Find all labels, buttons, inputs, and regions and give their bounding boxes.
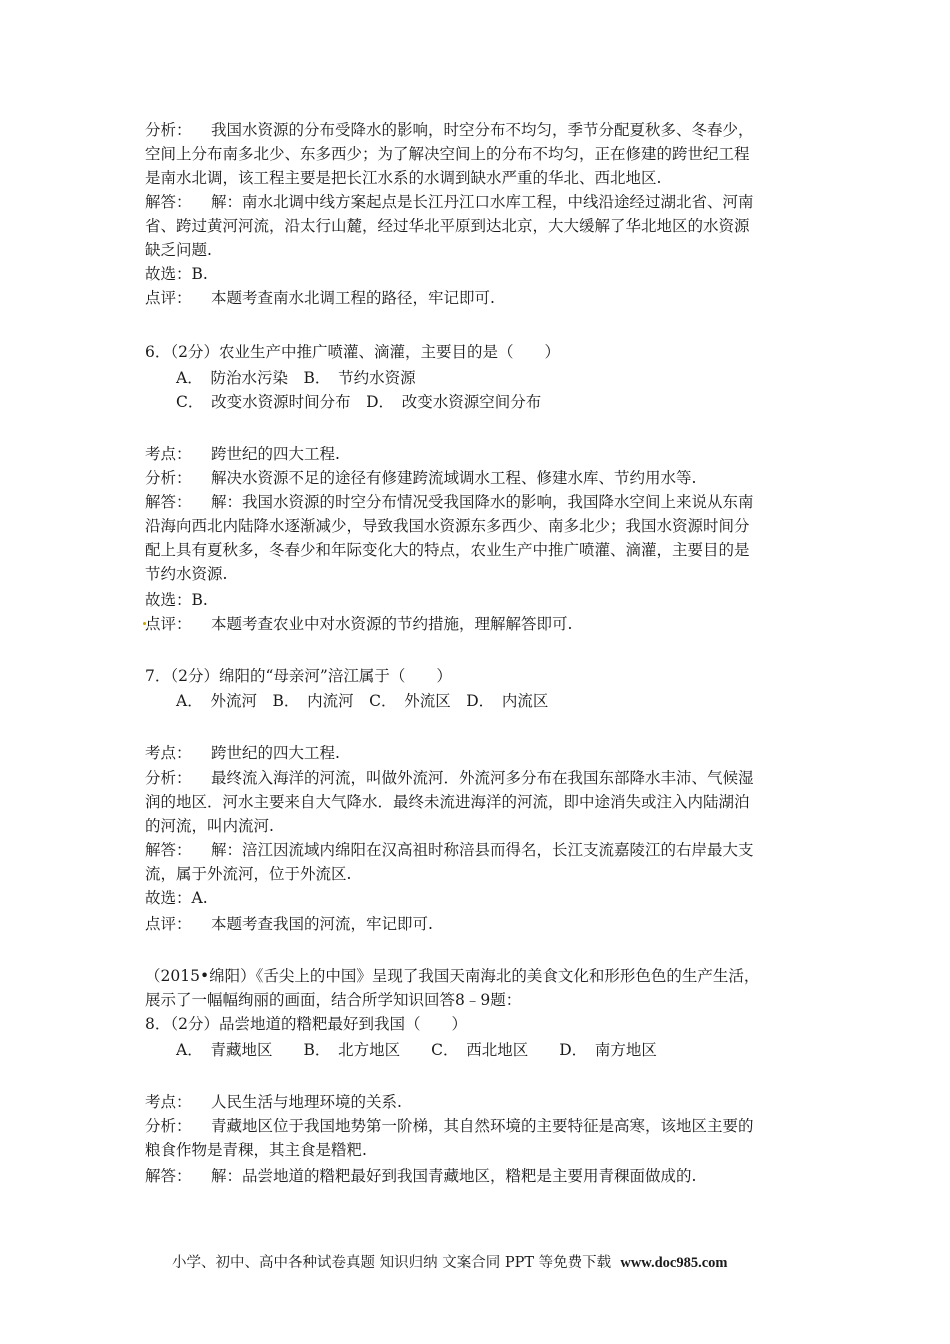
line-text: 节约水资源. <box>145 565 228 583</box>
line-text: 最终流入海洋的河流，叫做外流河．外流河多分布在我国东部降水丰沛、气候湿 <box>211 769 754 787</box>
line-text: 解：我国水资源的时空分布情况受我国降水的影响，我国降水空间上来说从东南 <box>211 493 754 511</box>
question-7 <box>145 664 452 688</box>
choice-line <box>145 262 208 286</box>
line-text: 故选：A. <box>145 889 208 907</box>
line-text: 省、跨过黄河河流，沿太行山麓，经过华北平原到达北京，大大缓解了华北地区的水资源 <box>145 217 750 235</box>
line-label: 点评： <box>145 915 192 933</box>
line-text: 粮食作物是青稞，其主食是糌粑. <box>145 1141 367 1159</box>
answer-line <box>145 1164 696 1188</box>
line-text: （2015•绵阳）《舌尖上的中国》呈现了我国天南海北的美食文化和形形色色的生产生活， <box>145 967 760 985</box>
analysis-line <box>145 166 661 190</box>
line-label: 考点： <box>145 445 192 463</box>
question-text: 6．（2分）农业生产中推广喷灌、滴灌，主要目的是（ ） <box>145 343 560 361</box>
analysis-line <box>145 1138 367 1162</box>
answer-line <box>145 538 750 562</box>
analysis-line <box>145 790 750 814</box>
answer-line <box>145 862 351 886</box>
answer-line <box>145 490 754 514</box>
line-label: 分析： <box>145 769 192 787</box>
analysis-line <box>145 766 754 790</box>
page-footer <box>172 1252 727 1274</box>
line-text: 本题考查南水北调工程的路径，牢记即可. <box>211 289 495 307</box>
line-label: 解答： <box>145 1167 192 1185</box>
line-text: 沿海向西北内陆降水逐渐减少，导致我国水资源东多西少、南多北少；我国水资源时间分 <box>145 517 750 535</box>
analysis-line <box>145 118 754 142</box>
line-text: 解决水资源不足的途径有修建跨流域调水工程、修建水库、节约用水等. <box>211 469 697 487</box>
line-label: 点评： <box>145 615 192 633</box>
line-label: 考点： <box>145 744 192 762</box>
line-text: 跨世纪的四大工程. <box>211 445 340 463</box>
answer-line <box>145 514 750 538</box>
question-6-options <box>176 390 541 414</box>
analysis-line <box>145 466 696 490</box>
answer-line <box>145 238 212 262</box>
line-text: 缺乏问题. <box>145 241 212 259</box>
answer-line <box>145 562 227 586</box>
point-line <box>145 1090 402 1114</box>
line-text: 流，属于外流河，位于外流区. <box>145 865 352 883</box>
line-text: 人民生活与地理环境的关系. <box>211 1093 402 1111</box>
line-label: 解答： <box>145 193 192 211</box>
choice-line <box>145 588 208 612</box>
line-text: 本题考查我国的河流，牢记即可. <box>211 915 433 933</box>
line-label: 解答： <box>145 841 192 859</box>
analysis-line <box>145 814 274 838</box>
line-text: 解：南水北调中线方案起点是长江丹江口水库工程，中线沿途经过湖北省、河南 <box>211 193 754 211</box>
line-label: 分析： <box>145 469 192 487</box>
line-text: 青藏地区位于我国地势第一阶梯，其自然环境的主要特征是高寒，该地区主要的 <box>211 1117 754 1135</box>
line-text: 的河流，叫内流河. <box>145 817 274 835</box>
line-text: 故选：B. <box>145 265 208 283</box>
line-label: 分析： <box>145 1117 192 1135</box>
line-text: 空间上分布南多北少、东多西少；为了解决空间上的分布不均匀，正在修建的跨世纪工程 <box>145 145 750 163</box>
line-text: 解：品尝地道的糌粑最好到我国青藏地区，糌粑是主要用青稞面做成的. <box>211 1167 697 1185</box>
line-text: 我国水资源的分布受降水的影响，时空分布不均匀，季节分配夏秋多、冬春少， <box>211 121 754 139</box>
line-label: 分析： <box>145 121 192 139</box>
question-7-options <box>176 689 548 713</box>
choice-line <box>145 886 208 910</box>
passage-line <box>145 964 759 988</box>
answer-line <box>145 214 750 238</box>
line-label: 考点： <box>145 1093 192 1111</box>
point-line <box>145 741 340 765</box>
question-6 <box>145 340 560 364</box>
options-text: A． 防治水污染 B． 节约水资源 <box>176 369 416 387</box>
answer-line <box>145 190 754 214</box>
line-text: 配上具有夏秋多，冬春少和年际变化大的特点，农业生产中推广喷灌、滴灌，主要目的是 <box>145 541 750 559</box>
comment-line <box>145 286 495 310</box>
question-8-options <box>176 1038 657 1062</box>
question-6-options <box>176 366 416 390</box>
question-text: 8．（2分）品尝地道的糌粑最好到我国（ ） <box>145 1015 467 1033</box>
options-text: A． 外流河 B． 内流河 C． 外流区 D． 内流区 <box>176 692 549 710</box>
line-label: 解答： <box>145 493 192 511</box>
point-line <box>145 442 340 466</box>
line-text: 展示了一幅幅绚丽的画面，结合所学知识回答8﹣9题： <box>145 991 522 1009</box>
passage-line <box>145 988 521 1012</box>
line-text: 跨世纪的四大工程. <box>211 744 340 762</box>
analysis-line <box>145 142 750 166</box>
options-text: C． 改变水资源时间分布 D． 改变水资源空间分布 <box>176 393 542 411</box>
footer-text: 小学、初中、高中各种试卷真题 知识归纳 文案合同 PPT 等免费下载 <box>172 1255 612 1271</box>
line-label: 点评： <box>145 289 192 307</box>
options-text: A． 青藏地区 B． 北方地区 C． 西北地区 D． 南方地区 <box>176 1041 657 1059</box>
line-text: 是南水北调，该工程主要是把长江水系的水调到缺水严重的华北、西北地区. <box>145 169 662 187</box>
analysis-line <box>145 1114 754 1138</box>
question-8 <box>145 1012 467 1036</box>
question-text: 7．（2分）绵阳的“母亲河”涪江属于（ ） <box>145 667 452 685</box>
comment-line <box>145 912 433 936</box>
line-text: 故选：B. <box>145 591 208 609</box>
comment-line <box>145 612 572 636</box>
footer-url[interactable]: www.doc985.com <box>620 1255 728 1271</box>
line-text: 解：涪江因流域内绵阳在汉高祖时称涪县而得名，长江支流嘉陵江的右岸最大支 <box>211 841 754 859</box>
line-text: 润的地区．河水主要来自大气降水．最终未流进海洋的河流，即中途消失或注入内陆湖泊 <box>145 793 750 811</box>
line-text: 本题考查农业中对水资源的节约措施，理解解答即可. <box>211 615 573 633</box>
answer-line <box>145 838 754 862</box>
